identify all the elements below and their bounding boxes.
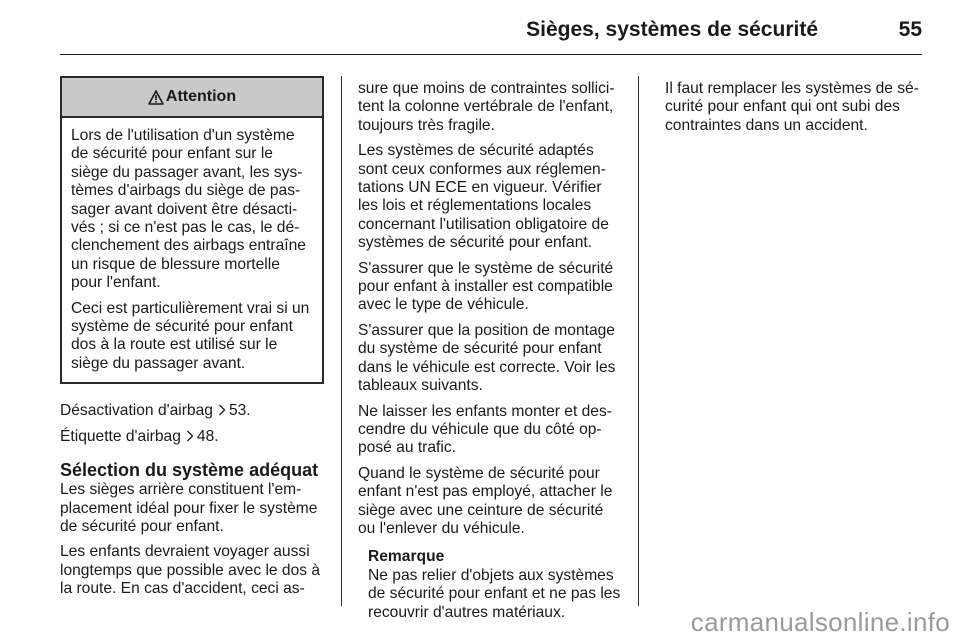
warning-paragraph: Lors de l'utilisation d'un système de sécurité pour enfant sur le siège du passager avant, les sys-tèmes d'airbags du siège de pas-sager avant doivent être désacti-vés ; si ce n'est pas le cas, le dé-clenchement des airbags entraîne un risque de blessure mortelle pour l'enfant. bbox=[71, 127, 306, 292]
column-2 bbox=[358, 80, 624, 622]
note-text: Ne pas relier d'objets aux systèmes de sécurité pour enfant et ne pas les recouvrir d'autres matériaux. bbox=[368, 566, 621, 621]
warning-triangle-icon bbox=[148, 90, 164, 105]
page-reference-arrow-icon bbox=[217, 402, 227, 420]
body-paragraph: S'assurer que le système de sécurité pour enfant à installer est compatible avec le type de véhicule. bbox=[358, 259, 614, 314]
page-number: 55 bbox=[898, 18, 922, 41]
page-reference-arrow-icon bbox=[185, 428, 195, 446]
note-heading: Remarque bbox=[368, 548, 445, 566]
body-paragraph: Les enfants devraient voyager aussi longtemps que possible avec le dos à la route. En cas d'accident, ceci as- bbox=[60, 543, 321, 598]
page-header bbox=[60, 14, 922, 55]
cross-reference[interactable] bbox=[60, 402, 324, 420]
watermark[interactable]: carmanualsonline.info bbox=[690, 607, 950, 637]
warning-header bbox=[62, 78, 322, 118]
warning-paragraph: Ceci est particulièrement vrai si un système de sécurité pour enfant dos à la route est utilisé sur le siège du passager avant. bbox=[71, 299, 310, 372]
body-paragraph: S'assurer que la position de montage du système de sécurité pour enfant dans le véhicule est correcte. Voir les tableaux suivants. bbox=[358, 321, 616, 395]
cross-reference-text: Désactivation d'airbag bbox=[60, 402, 213, 420]
page-title: Sièges, systèmes de sécurité bbox=[526, 18, 818, 41]
body-paragraph: Les systèmes de sécurité adaptés sont ceux conformes aux réglemen-tations UN ECE en vigueur. Vérifier les lois et réglementations locales concernant l'utilisation obligatoire de systèmes de sécurité pour enfant. bbox=[358, 142, 609, 252]
cross-reference-page: 48. bbox=[196, 427, 219, 445]
warning-body bbox=[62, 118, 322, 382]
column-divider bbox=[638, 76, 639, 606]
cross-reference[interactable] bbox=[60, 428, 324, 446]
cross-reference-text: Étiquette d'airbag bbox=[60, 427, 181, 445]
body-paragraph: Ne laisser les enfants monter et des-cendre du véhicule que du côté op-posé au trafic. bbox=[358, 402, 612, 457]
body-paragraph: Les sièges arrière constituent l'em-placement idéal pour fixer le système de sécurité pour enfant. bbox=[60, 481, 318, 535]
body-paragraph: sure que moins de contraintes sollici-tent la colonne vertébrale de l'enfant, toujours très fragile. bbox=[358, 80, 615, 134]
body-paragraph: Il faut remplacer les systèmes de sé-curité pour enfant qui ont subi des contraintes dans un accident. bbox=[665, 80, 919, 134]
body-paragraph: Quand le système de sécurité pour enfant n'est pas employé, attacher le siège avec une ceinture de sécurité ou l'enlever du véhicule. bbox=[358, 464, 613, 537]
note-block bbox=[368, 548, 624, 622]
column-1 bbox=[60, 76, 324, 606]
warning-title: Attention bbox=[165, 87, 237, 105]
warning-box bbox=[60, 76, 324, 384]
column-divider bbox=[341, 76, 342, 606]
section-heading: Sélection du système adéquat bbox=[60, 460, 319, 481]
cross-reference-page: 53. bbox=[228, 402, 251, 420]
column-3 bbox=[665, 80, 927, 142]
